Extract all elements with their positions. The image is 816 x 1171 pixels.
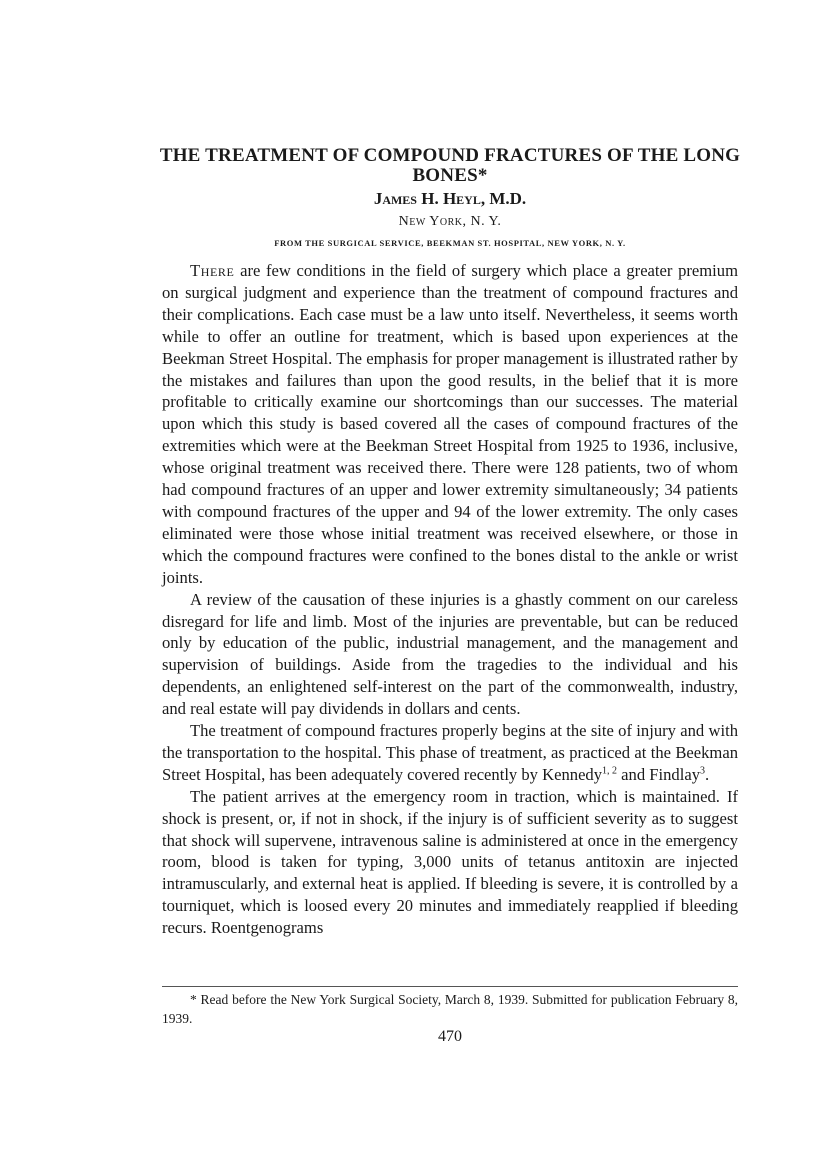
lead-word: There: [190, 261, 235, 280]
article-body: [162, 260, 738, 939]
paragraph-transport-text-b: and Findlay: [617, 764, 700, 784]
reference-findlay: 3: [700, 765, 705, 777]
paragraph-intro: [162, 260, 738, 589]
author-name: James H. Heyl, M.D.: [373, 189, 527, 208]
paragraph-transport-text-a: The treatment of compound fractures properly begins at the site of injury and with the transportation to the hospital. This phase of treatment, as practiced at the Beekman Street Hospital, has been adequately covered recently by Kennedy: [162, 721, 738, 784]
paragraph-causation: A review of the causation of these injuries is a ghastly comment on our careless disregard for life and limb. Most of the injuries are preventable, but can be reduced only by education of the public, industrial management, and the management and supervision of buildings. Aside from the tragedies to the individual and his dependents, an enlightened self-interest on the part of the commonwealth, industry, and real estate will pay dividends in dollars and cents.: [162, 589, 738, 719]
paragraph-transport: [162, 720, 738, 786]
footnote: * Read before the New York Surgical Society, March 8, 1939. Submitted for publication February 8, 1939.: [162, 992, 738, 1026]
paragraph-emergency: The patient arrives at the emergency room in traction, which is maintained. If shock is present, or, if not in shock, if the injury is of sufficient severity as to suggest that shock will supervene, intravenous saline is administered at once in the emergency room, blood is taken for typing, 3,000 units of tetanus antitoxin are injected intramuscularly, and external heat is applied. If bleeding is severe, it is controlled by a tourniquet, which is loosed every 20 minutes and immediately reapplied if bleeding recurs. Roentgenograms: [162, 786, 738, 938]
reference-kennedy: 1, 2: [602, 765, 618, 777]
page-number: 470: [438, 1028, 462, 1045]
author-location: New York, N. Y.: [398, 214, 502, 229]
paragraph-transport-text-c: .: [705, 764, 710, 784]
article-title: THE TREATMENT OF COMPOUND FRACTURES OF THE LONG BONES*: [159, 145, 741, 186]
affiliation-line: FROM THE SURGICAL SERVICE, BEEKMAN ST. HOSPITAL, NEW YORK, N. Y.: [274, 238, 626, 248]
footnote-divider: [162, 986, 738, 987]
paragraph-intro-text: are few conditions in the field of surgery which place a greater premium on surgical judgment and experience than the treatment of compound fractures and their complications. Each case must be a law unto itself. Nevertheless, it seems worth while to offer an outline for treatment, which is based upon experiences at the Beekman Street Hospital. The emphasis for proper management is illustrated rather by the mistakes and failures than upon the good results, in the belief that it is more profitable to critically examine our shortcomings than our successes. The material upon which this study is based covered all the cases of compound fractures of the extremities which were at the Beekman Street Hospital from 1925 to 1936, inclusive, whose original treatment was received there. There were 128 patients, two of whom had compound fractures of an upper and lower extremity simultaneously; 34 patients with compound fractures of the upper and 94 of the lower extremity. The only cases eliminated were those whose initial treatment was received elsewhere, or those in which the compound fractures were confined to the bones distal to the ankle or wrist joints.: [162, 261, 738, 587]
